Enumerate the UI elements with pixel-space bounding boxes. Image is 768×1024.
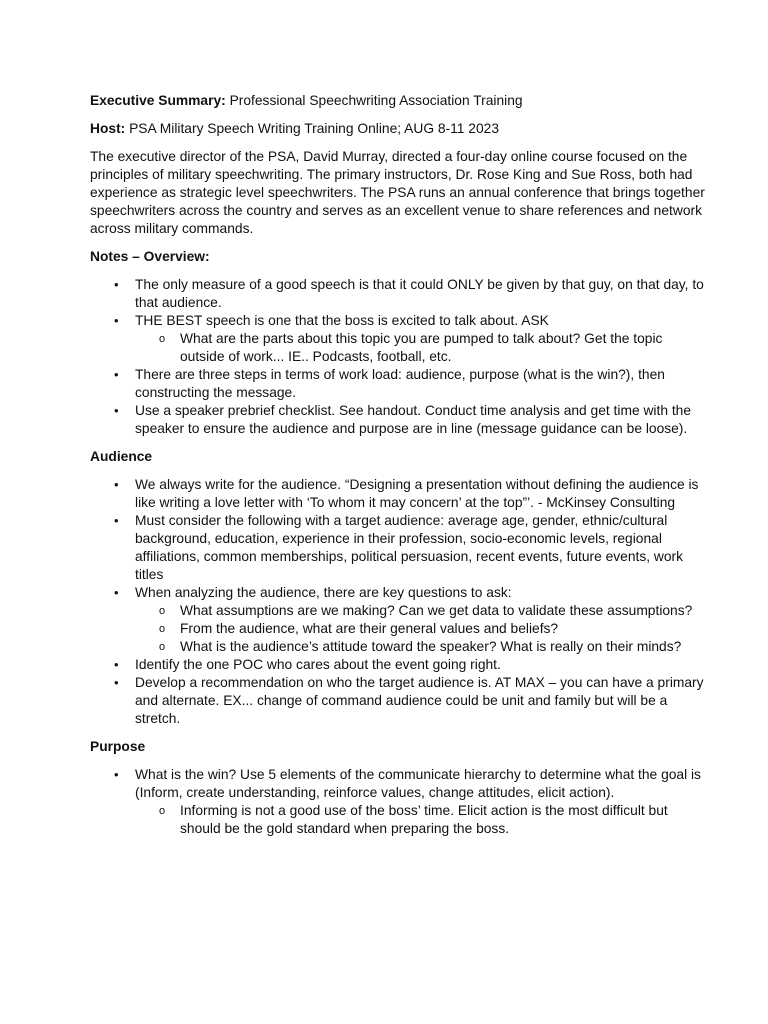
bullet-item bbox=[90, 476, 708, 512]
executive-summary-line bbox=[90, 92, 708, 110]
bullet-text: THE BEST speech is one that the boss is excited to talk about. ASK bbox=[135, 313, 549, 328]
bullet-text: There are three steps in terms of work load: audience, purpose (what is the win?), then constructing the message. bbox=[135, 367, 665, 400]
bullet-text: When analyzing the audience, there are key questions to ask: bbox=[135, 585, 512, 600]
intro-paragraph: The executive director of the PSA, David Murray, directed a four-day online course focused on the principles of military speechwriting. The primary instructors, Dr. Rose King and Sue Ross, both had experience as strategic level speechwriters. The PSA runs an annual conference that brings together speechwriters across the country and serves as an excellent venue to share references and network across military commands. bbox=[90, 149, 705, 236]
overview-heading: Notes – Overview: bbox=[90, 249, 210, 264]
sub-bullet-item: o What is the audience’s attitude toward the speaker? What is really on their minds? bbox=[135, 638, 708, 656]
bullet-item bbox=[90, 512, 708, 584]
bullet-text: Identify the one POC who cares about the event going right. bbox=[135, 657, 501, 672]
bullet-item bbox=[90, 276, 708, 312]
bullet-item bbox=[90, 312, 708, 366]
purpose-list bbox=[90, 766, 708, 838]
bullet-text: Must consider the following with a target audience: average age, gender, ethnic/cultural background, education, experience in their profession, socio-economic levels, regional affiliations, common memberships, political persuasion, recent events, future events, work titles bbox=[135, 513, 684, 582]
sub-bullet-item: o From the audience, what are their general values and beliefs? bbox=[135, 620, 708, 638]
bullet-item bbox=[90, 674, 708, 728]
purpose-heading: Purpose bbox=[90, 739, 146, 754]
sub-bullet-list bbox=[135, 330, 708, 366]
executive-summary-text: Professional Speechwriting Association Training bbox=[229, 93, 523, 108]
bullet-item bbox=[90, 656, 708, 674]
sub-bullet-list bbox=[135, 802, 708, 838]
sub-bullet-list bbox=[135, 602, 708, 656]
host-text: PSA Military Speech Writing Training Online; AUG 8-11 2023 bbox=[129, 121, 499, 136]
bullet-item bbox=[90, 402, 708, 438]
overview-list bbox=[90, 276, 708, 438]
host-line bbox=[90, 120, 708, 138]
audience-heading: Audience bbox=[90, 449, 153, 464]
audience-list bbox=[90, 476, 708, 728]
bullet-text: We always write for the audience. “Designing a presentation without defining the audience is like writing a love letter with ‘To whom it may concern’ at the top”’. - McKinsey Consulting bbox=[135, 477, 699, 510]
bullet-text: Use a speaker prebrief checklist. See handout. Conduct time analysis and get time with the speaker to ensure the audience and purpose are in line (message guidance can be loose). bbox=[135, 403, 692, 436]
sub-bullet-item: o What assumptions are we making? Can we get data to validate these assumptions? bbox=[135, 602, 708, 620]
bullet-text: What is the win? Use 5 elements of the communicate hierarchy to determine what the goal is (Inform, create understanding, reinforce values, change attitudes, elicit action). bbox=[135, 767, 701, 800]
sub-bullet-item: o What are the parts about this topic you are pumped to talk about? Get the topic outside of work... IE.. Podcasts, football, etc. bbox=[135, 330, 708, 366]
sub-bullet-item: o Informing is not a good use of the boss’ time. Elicit action is the most difficult but should be the gold standard when preparing the boss. bbox=[135, 802, 708, 838]
bullet-item bbox=[90, 766, 708, 838]
bullet-text: Develop a recommendation on who the target audience is. AT MAX – you can have a primary and alternate. EX... change of command audience could be unit and family but will be a stretch. bbox=[135, 675, 704, 726]
executive-summary-label: Executive Summary: bbox=[90, 93, 226, 108]
bullet-item bbox=[90, 366, 708, 402]
host-label: Host: bbox=[90, 121, 126, 136]
bullet-text: The only measure of a good speech is that it could ONLY be given by that guy, on that day, to that audience. bbox=[135, 277, 704, 310]
bullet-item bbox=[90, 584, 708, 656]
